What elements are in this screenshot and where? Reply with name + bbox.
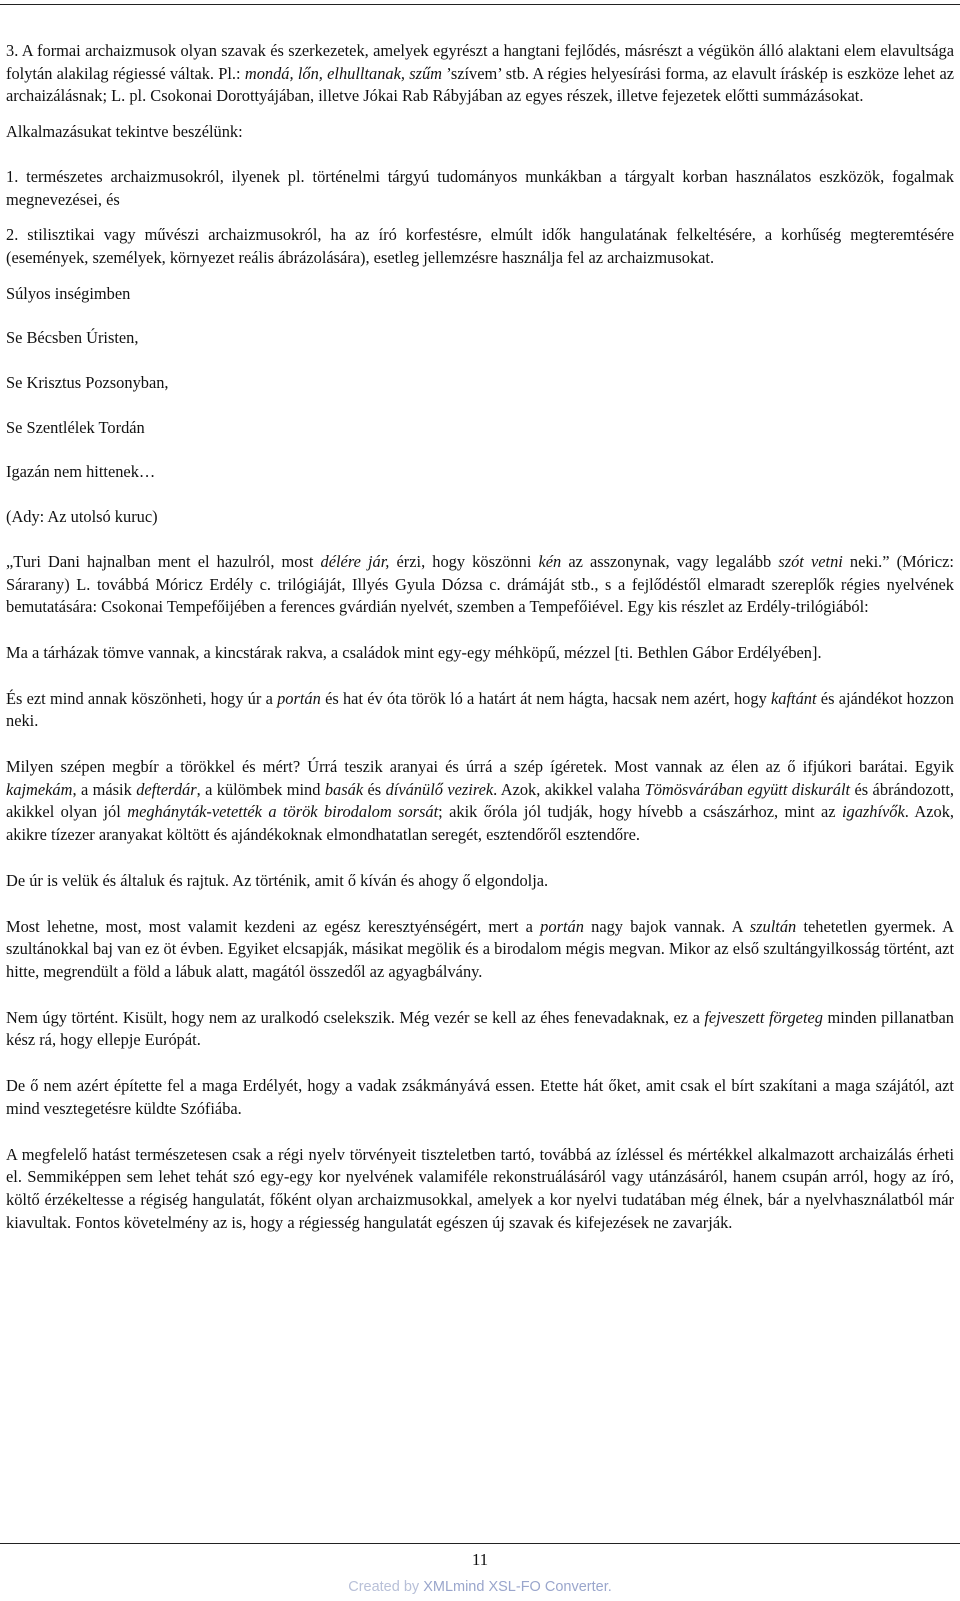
- excerpt-paragraph: Nem úgy történt. Kisült, hogy nem az uralkodó cselekszik. Még vezér se kell az éhes fenevadaknak, ez a fejveszett förgeteg minden pillanatban kész rá, hogy ellepje Európát.: [6, 1007, 954, 1050]
- excerpt-paragraph: De úr is velük és általuk és rajtuk. Az történik, amit ő kíván és ahogy ő elgondolja.: [6, 870, 549, 890]
- verse-line: Súlyos inségimben: [6, 283, 131, 303]
- paragraph-natural-archaisms: 1. természetes archaizmusokról, ilyenek pl. történelmi tárgyú tudományos munkákban a tárgyalt korban használatos eszközök, fogalmak megnevezései, és: [6, 166, 954, 209]
- converter-credit: Created by XMLmind XSL-FO Converter.: [348, 1579, 612, 1595]
- excerpt-paragraph: Milyen szépen megbír a törökkel és mért? Úrrá teszik aranyai és úrrá a szép ígéretek. Most vannak az élen az ő ifjúkori barátai. Egyik kajmekám, a másik defterdár, a külömbek mind basák és dívánülő vezirek. Azok, akikkel valaha Tömösvárában együtt diskurált és ábrándozott, akikkel olyan jól meghányták-vetették a török birodalom sorsát; akik őróla jól tudják, hogy hívebb a császárhoz, mint az igazhívők. Azok, akikre tízezer aranyakat költött és ajándékoknak elmondhatatlan seregét, esztendőről esztendőre.: [6, 757, 955, 845]
- paragraph-conclusion: A megfelelő hatást természetesen csak a régi nyelv törvényeit tiszteletben tartó, továbbá az ízléssel és mértékkel alkalmazott archaizálás érheti el. Semmiképpen sem lehet tehát szó egy-egy kor nyelvének valamiféle rekonstruálásáról vagy utánzásáról, hanem csupán arról, hogy az író, költő érzékeltesse a régiség hangulatát, főként olyan archaizmusokkal, amelyek a kor nyelvi tudatában még élnek, bár a nyelvhasználatból már kiavultak. Fontos követelmény az is, hogy a régiesség hangulatát egészen új szavak és kifejezések ne zavarják.: [6, 1144, 954, 1232]
- page-number: 11: [471, 1550, 489, 1569]
- footer-rule: [0, 1543, 960, 1544]
- verse-line: Se Krisztus Pozsonyban,: [6, 373, 169, 393]
- verse-source: (Ady: Az utolsó kuruc): [6, 507, 158, 527]
- excerpt-paragraph: Ma a tárházak tömve vannak, a kincstárak rakva, a családok mint egy-egy méhköpű, mézzel [ti. Bethlen Gábor Erdélyében].: [6, 642, 822, 662]
- paragraph-formal-archaisms: 3. A formai archaizmusok olyan szavak és szerkezetek, amelyek egyrészt a hangtani fejlődés, másrészt a végükön álló alaktani elem elavultsága folytán alakilag régiessé váltak. Pl.: mondá, lőn, elhulltanak, szűm ’szívem’ stb. A régies helyesírási forma, az elavult íráskép is eszköze lehet az archaizálásnak; L. pl. Csokonai Dorottyájában, illetve Jókai Rab Rábyjában az egyes részek, illetve fejezetek előtti summázásokat.: [6, 41, 954, 106]
- excerpt-paragraph: De ő nem azért építette fel a maga Erdélyét, hogy a vadak zsákmányává essen. Etette hát őket, amit csak el bírt szakítani a maga szájától, azt mind vesztegetésre küldte Szófiába.: [6, 1076, 954, 1118]
- verse-line: Se Szentlélek Tordán: [6, 417, 145, 437]
- quote-moricz: „Turi Dani hajnalban ment el hazulról, most délére jár, érzi, hogy köszönni kén az asszonynak, vagy legalább szót vetni neki.” (Móricz: Sárarany) L. továbbá Móricz Erdély c. trilógiáját, Illyés Gyula Dózsa c. drámáját stb., s a fejlődéstől elmaradt szereplők régies nyelvének bemutatására: Csokonai Tempefőijében a ferences gvárdián nyelvét, szemben a Tempefőiével. Egy kis részlet az Erdély-trilógiából:: [6, 551, 954, 617]
- page-body: [6, 40, 954, 1234]
- top-rule: [0, 4, 960, 5]
- converter-brand: XMLmind XSL-FO Converter.: [423, 1579, 612, 1595]
- excerpt-paragraph: És ezt mind annak köszönheti, hogy úr a portán és hat év óta török ló a határt át nem hágta, hacsak nem azért, hogy kaftánt és ajándékot hozzon neki.: [6, 688, 954, 731]
- verse-line: Se Bécsben Úristen,: [6, 328, 139, 348]
- verse-line: Igazán nem hittenek…: [6, 462, 156, 482]
- paragraph-stylistic-archaisms: 2. stilisztikai vagy művészi archaizmusokról, ha az író korfestésre, elmúlt idők hangulatának felkeltésére, a korhűség megteremtésére (események, személyek, környezet reális ábrázolására), esetleg jellemzésre használja fel az archaizmusokat.: [6, 225, 954, 267]
- excerpt-paragraph: Most lehetne, most, most valamit kezdeni az egész keresztyénségért, mert a portán nagy bajok vannak. A szultán tehetetlen gyermek. A szultánokkal baj van ez öt évben. Egyiket elcsapják, másikat megölik és a birodalom mégis megvan. Mikor az első szultángyilkosság történt, azt hitte, megrendült a föld a lábuk alatt, magától összedől az agyagbálvány.: [6, 916, 954, 981]
- paragraph-usage-intro: Alkalmazásukat tekintve beszélünk:: [6, 122, 243, 142]
